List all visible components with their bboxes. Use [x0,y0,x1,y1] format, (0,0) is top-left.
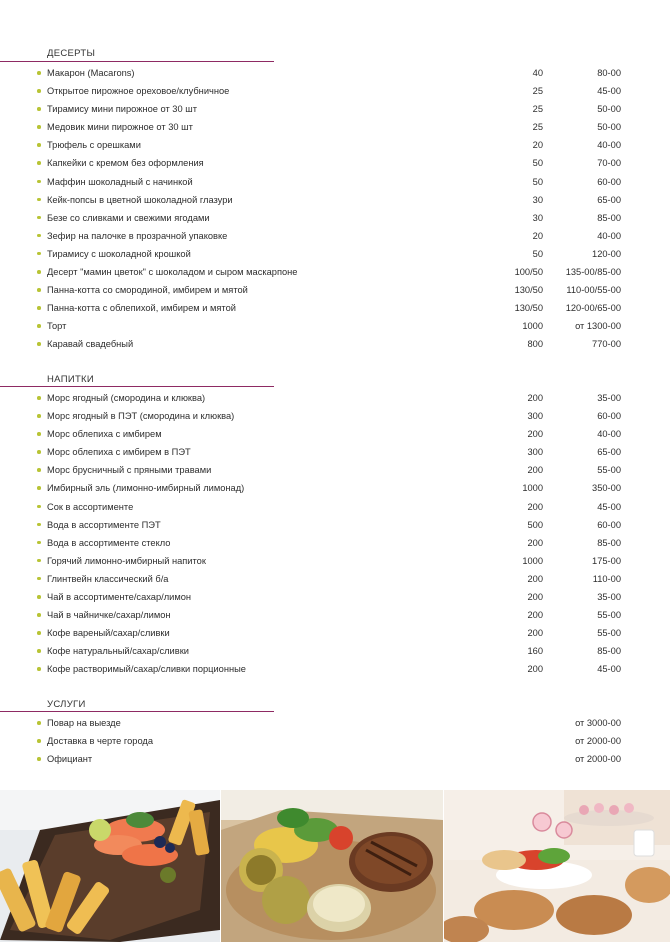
item-weight: 20 [532,140,543,151]
item-weight: 100/50 [514,267,543,278]
item-price: 120-00 [592,248,621,259]
bullet-icon [37,757,41,761]
item-name: Торт [47,321,67,332]
item-name: Вода в ассортименте ПЭТ [47,519,161,530]
item-name: Кофе вареный/сахар/сливки [47,628,170,639]
item-price: 65-00 [597,447,621,458]
item-weight: 300 [527,411,543,422]
item-name: Тирамису мини пирожное от 30 шт [47,104,197,115]
item-price: от 2000-00 [575,754,621,765]
menu-row [0,479,670,497]
item-name: Вода в ассортименте стекло [47,537,171,548]
item-weight: 200 [527,393,543,403]
item-weight: 40 [532,68,543,78]
menu-row [0,732,670,750]
menu-row [0,588,670,606]
item-name: Панна-котта со смородиной, имбирем и мятой [47,285,248,296]
item-weight: 200 [527,465,543,476]
dessert-buffet-photo [444,790,670,942]
item-weight: 800 [527,339,543,350]
item-name: Официант [47,754,93,765]
bullet-icon [37,541,41,545]
item-price: 135-00/85-00 [565,267,621,278]
bullet-icon [37,486,41,490]
item-name: Морс брусничный с пряными травами [47,465,212,476]
grilled-steak-photo [221,790,443,942]
item-price: 45-00 [597,664,621,675]
item-name: Имбирный эль (лимонно-имбирный лимонад) [47,483,245,494]
item-name: Морс облепиха с имбирем в ПЭТ [47,447,191,458]
item-price: 110-00/55-00 [566,285,621,296]
item-weight: 30 [532,194,543,205]
item-price: 45-00 [597,501,621,512]
menu-row [0,263,670,281]
menu-row [0,606,670,624]
item-price: 35-00 [597,393,621,403]
item-price: 80-00 [597,68,621,78]
bullet-icon [37,613,41,617]
item-name: Морс облепиха с имбирем [47,429,162,440]
menu-row [0,534,670,552]
menu-row [0,660,670,678]
menu-row [0,100,670,118]
item-price: 60-00 [597,176,621,187]
menu-row [0,299,670,317]
menu-row [0,227,670,245]
menu-row [0,82,670,100]
item-price: 85-00 [597,212,621,223]
item-price: 40-00 [597,230,621,241]
item-name: Кейк-попсы в цветной шоколадной глазури [47,194,233,205]
item-name: Макарон (Macarons) [47,68,135,78]
bullet-icon [37,577,41,581]
item-weight: 50 [532,248,543,259]
menu-row [0,173,670,191]
item-name: Медовик мини пирожное от 30 шт [47,122,193,133]
bullet-icon [37,180,41,184]
bullet-icon [37,234,41,238]
item-name: Маффин шоколадный с начинкой [47,176,193,187]
item-weight: 30 [532,212,543,223]
bullet-icon [37,107,41,111]
item-weight: 200 [527,537,543,548]
item-name: Тирамису с шоколадной крошкой [47,248,191,259]
item-name: Чай в ассортименте/сахар/лимон [47,592,192,603]
menu-row [0,154,670,172]
item-name: Каравай свадебный [47,339,134,350]
bullet-icon [37,721,41,725]
salmon-platter-photo [0,790,220,942]
bullet-icon [37,288,41,292]
bullet-icon [37,631,41,635]
item-name: Панна-котта с облепихой, имбирем и мятой [47,303,236,314]
menu-row [0,317,670,335]
section-title: УСЛУГИ [47,699,86,710]
item-price: 40-00 [597,140,621,151]
menu-row [0,335,670,353]
item-price: 120-00/65-00 [565,303,621,314]
item-name: Десерт "мамин цветок" с шоколадом и сыром маскарпоне [47,267,298,278]
menu-row [0,552,670,570]
item-weight: 200 [527,592,543,603]
item-price: 65-00 [597,194,621,205]
drinks-list [0,389,670,679]
bullet-icon [37,523,41,527]
menu-row [0,498,670,516]
item-price: от 3000-00 [575,718,621,728]
bullet-icon [37,649,41,653]
item-price: 50-00 [597,122,621,133]
item-name: Капкейки с кремом без оформления [47,158,204,169]
bullet-icon [37,559,41,563]
menu-row [0,407,670,425]
item-weight: 25 [532,86,543,97]
desserts-list [0,64,670,354]
bullet-icon [37,306,41,310]
menu-row [0,281,670,299]
item-price: 770-00 [592,339,621,350]
section-divider [0,61,274,62]
item-name: Открытое пирожное ореховое/клубничное [47,86,230,97]
bullet-icon [37,324,41,328]
bullet-icon [37,505,41,509]
bullet-icon [37,143,41,147]
item-name: Зефир на палочке в прозрачной упаковке [47,230,228,241]
item-price: 175-00 [592,555,621,566]
item-name: Горячий лимонно-имбирный напиток [47,555,206,566]
item-price: от 2000-00 [575,736,621,747]
item-price: 70-00 [597,158,621,169]
item-name: Доставка в черте города [47,736,154,747]
item-price: 55-00 [597,610,621,621]
bullet-icon [37,161,41,165]
item-weight: 200 [527,573,543,584]
bullet-icon [37,89,41,93]
menu-row [0,136,670,154]
bullet-icon [37,216,41,220]
item-name: Сок в ассортименте [47,501,134,512]
item-price: 50-00 [597,104,621,115]
bullet-icon [37,198,41,202]
section-title: ДЕСЕРТЫ [47,48,96,59]
item-price: 110-00 [592,573,621,584]
item-price: 35-00 [597,592,621,603]
item-name: Трюфель с орешками [47,140,141,151]
item-price: 45-00 [597,86,621,97]
menu-row [0,64,670,82]
section-divider [0,711,274,712]
bullet-icon [37,432,41,436]
menu-row [0,425,670,443]
bullet-icon [37,125,41,129]
menu-row [0,443,670,461]
menu-row [0,245,670,263]
services-section [0,698,670,765]
item-weight: 50 [532,158,543,169]
bullet-icon [37,414,41,418]
item-price: 55-00 [597,628,621,639]
item-name: Морс ягодный в ПЭТ (смородина и клюква) [47,411,235,422]
item-weight: 200 [527,610,543,621]
services-list [0,714,670,768]
item-name: Морс ягодный (смородина и клюква) [47,393,206,403]
bullet-icon [37,396,41,400]
desserts-section [0,47,670,350]
item-price: 85-00 [597,537,621,548]
item-price: 40-00 [597,429,621,440]
menu-row [0,714,670,732]
item-weight: 25 [532,122,543,133]
item-name: Кофе растворимый/сахар/сливки порционные [47,664,246,675]
item-weight: 130/50 [514,285,543,296]
item-weight: 500 [527,519,543,530]
section-divider [0,386,274,387]
item-name: Кофе натуральный/сахар/сливки [47,646,189,657]
item-price: 85-00 [597,646,621,657]
item-weight: 1000 [522,483,543,494]
bullet-icon [37,342,41,346]
menu-row [0,642,670,660]
bullet-icon [37,468,41,472]
item-price: от 1300-00 [575,321,621,332]
menu-row [0,461,670,479]
item-weight: 1000 [522,321,543,332]
item-weight: 200 [527,501,543,512]
item-price: 350-00 [592,483,621,494]
section-title: НАПИТКИ [47,374,95,385]
bullet-icon [37,71,41,75]
menu-row [0,209,670,227]
item-price: 60-00 [597,411,621,422]
menu-row [0,118,670,136]
item-weight: 25 [532,104,543,115]
bullet-icon [37,450,41,454]
bullet-icon [37,667,41,671]
item-price: 60-00 [597,519,621,530]
bullet-icon [37,252,41,256]
photo-strip [0,790,670,942]
bullet-icon [37,595,41,599]
item-name: Безе со сливками и свежими ягодами [47,212,210,223]
item-weight: 200 [527,664,543,675]
item-weight: 50 [532,176,543,187]
menu-row [0,750,670,768]
menu-row [0,570,670,588]
bullet-icon [37,270,41,274]
item-weight: 200 [527,628,543,639]
item-name: Повар на выезде [47,718,121,728]
item-weight: 300 [527,447,543,458]
item-price: 55-00 [597,465,621,476]
menu-row [0,516,670,534]
menu-row [0,191,670,209]
item-weight: 20 [532,230,543,241]
drinks-section [0,373,670,675]
menu-row [0,624,670,642]
item-weight: 160 [527,646,543,657]
bullet-icon [37,739,41,743]
menu-row [0,389,670,407]
item-name: Глинтвейн классический б/а [47,573,169,584]
item-name: Чай в чайничке/сахар/лимон [47,610,171,621]
item-weight: 200 [527,429,543,440]
item-weight: 1000 [522,555,543,566]
item-weight: 130/50 [514,303,543,314]
